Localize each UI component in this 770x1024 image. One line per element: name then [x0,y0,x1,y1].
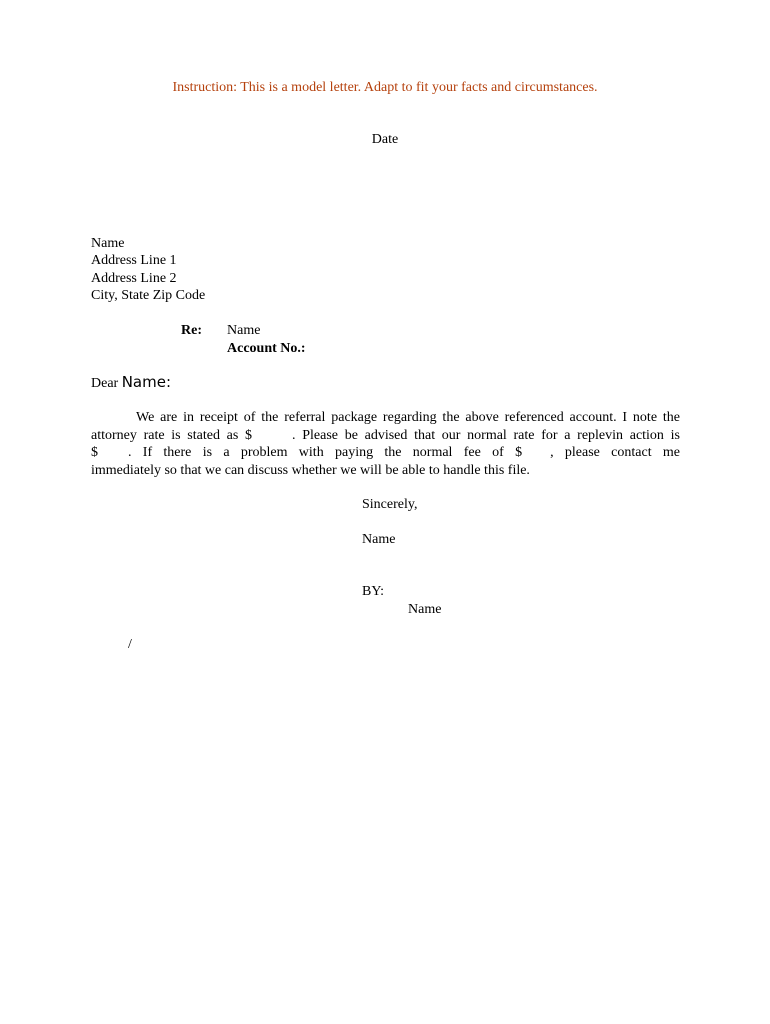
body-line-3b: . If there is a problem with paying the normal fee of $ [128,445,523,460]
body-line-2 [91,427,680,444]
body-line-3c: , please contact me [550,445,680,460]
closing-firm-name: Name [362,532,396,547]
salutation-greeting: Dear [91,376,119,391]
closing-signer-name: Name [408,602,442,617]
closing-sincerely: Sincerely, [362,497,418,512]
salutation-name: Name: [121,373,172,391]
recipient-name: Name [91,236,125,251]
recipient-address-line-1: Address Line 1 [91,253,177,268]
body-line-4: immediately so that we can discuss whether we will be able to handle this file. [91,463,530,478]
typist-initials: / [128,637,132,652]
body-line-3 [91,444,680,461]
letter-date: Date [371,132,399,147]
closing-by-label: BY: [362,584,385,599]
re-name: Name [227,323,261,338]
recipient-city-state-zip: City, State Zip Code [91,288,206,303]
instruction-note: Instruction: This is a model letter. Adapt to fit your facts and circumstances. [172,80,598,95]
body-line-3a: $ [91,445,98,460]
body-line-2a: attorney rate is stated as $ [91,428,253,443]
re-label: Re: [181,323,202,338]
body-line-1: We are in receipt of the referral package regarding the above referenced account. I note the [136,410,680,425]
account-number-label: Account No.: [227,341,306,356]
body-line-2b: . Please be advised that our normal rate for a replevin action is [292,428,680,443]
salutation [91,374,171,392]
recipient-address-line-2: Address Line 2 [91,271,177,286]
